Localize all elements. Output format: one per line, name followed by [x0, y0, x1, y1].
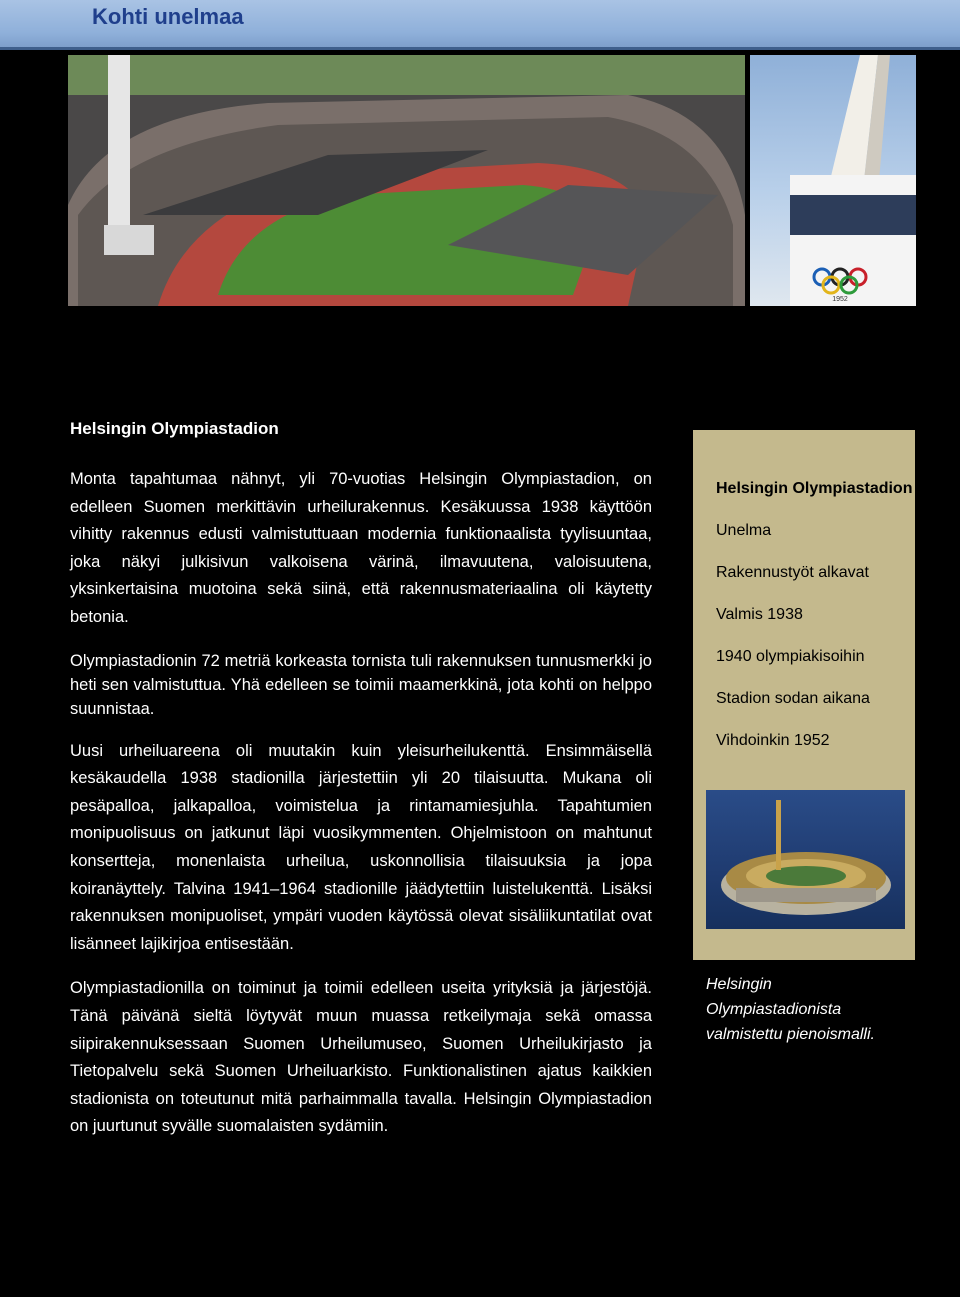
page-title: Kohti unelmaa	[92, 4, 244, 29]
sidebar-item: Unelma	[716, 522, 772, 539]
article-paragraph: Uusi urheiluareena oli muutakin kuin yleisurheilukenttä. Ensimmäisellä kesäkaudella 1938 stadionilla järjestettiin yli 20 tilaisuutta. Mukana oli pesäpalloa, jalkapalloa, voimistelua ja rintamamiesjuhla. Tapahtumien monipuolisuus on jatkunut läpi vuosikymmenten. Ohjelmistoon on mahtunut konsertteja, monenlaista urheilua, uskonnollisia tilaisuuksia ja jopa koiranäyttely. Talvina 1941–1964 stadionille jäädytettiin luistelukenttä. Lisäksi rakennuksen monipuoliset, ympäri vuoden käytössä olevat sisäliikuntatilat ovat lisänneet lajikirjoa entisestään.	[70, 741, 652, 953]
article-paragraph: Monta tapahtumaa nähnyt, yli 70-vuotias Helsingin Olympiastadion, on edelleen Suomen merkittävin urheilurakennus. Kesäkuussa 1938 käyttöön vihitty rakennus edusti valmistuttuaan modernia funktionaalista tyylisuuntaa, joka näkyi julkisivun valkoisena värinä, ilmavuutena, valoisuutena, yksinkertaisina muotoina sekä siinä, että rakennusmateriaalina oli käytetty betonia.	[70, 470, 652, 626]
page-header	[0, 0, 960, 50]
sidebar-item: 1940 olympiakisoihin	[716, 648, 865, 665]
tower-year-text: 1952	[832, 296, 848, 303]
article-paragraph: Olympiastadionilla on toiminut ja toimii edelleen useita yrityksiä ja järjestöjä. Tänä päivänä sieltä löytyvät muun muassa retkeilymaja sekä omassa siipirakennuksessaan Suomen Urheilumuseo, Suomen Urheilukirjasto ja Tietopalvelu sekä Suomen Urheiluarkisto. Funktionalistinen ajatus kaikkien stadionista on toteutunut mitä parhaimmalla tavalla. Helsingin Olympiastadion on juurtunut syvälle suomalaisten sydämiin.	[70, 979, 652, 1136]
model-caption: Helsingin Olympiastadionista valmistettu pienoismalli.	[706, 976, 875, 1043]
article-body	[70, 466, 652, 1158]
sidebar-item: Valmis 1938	[716, 606, 803, 623]
sidebar-item: Rakennustyöt alkavat	[716, 564, 869, 581]
sidebar-item: Vihdoinkin 1952	[716, 732, 830, 749]
stadium-model-photo	[706, 790, 905, 929]
article-paragraph: Olympiastadionin 72 metriä korkeasta tornista tuli rakennuksen tunnusmerkki jo heti sen valmistuttua. Yhä edelleen se toimii maamerkkinä, jota kohti on helppo suunnistaa.	[70, 651, 652, 718]
stadium-aerial-photo	[68, 55, 745, 306]
sidebar-item: Stadion sodan aikana	[716, 690, 870, 707]
article-heading: Helsingin Olympiastadion	[70, 419, 279, 438]
olympic-tower-photo	[750, 55, 916, 306]
sidebar-title: Helsingin Olympiastadion	[716, 480, 913, 497]
